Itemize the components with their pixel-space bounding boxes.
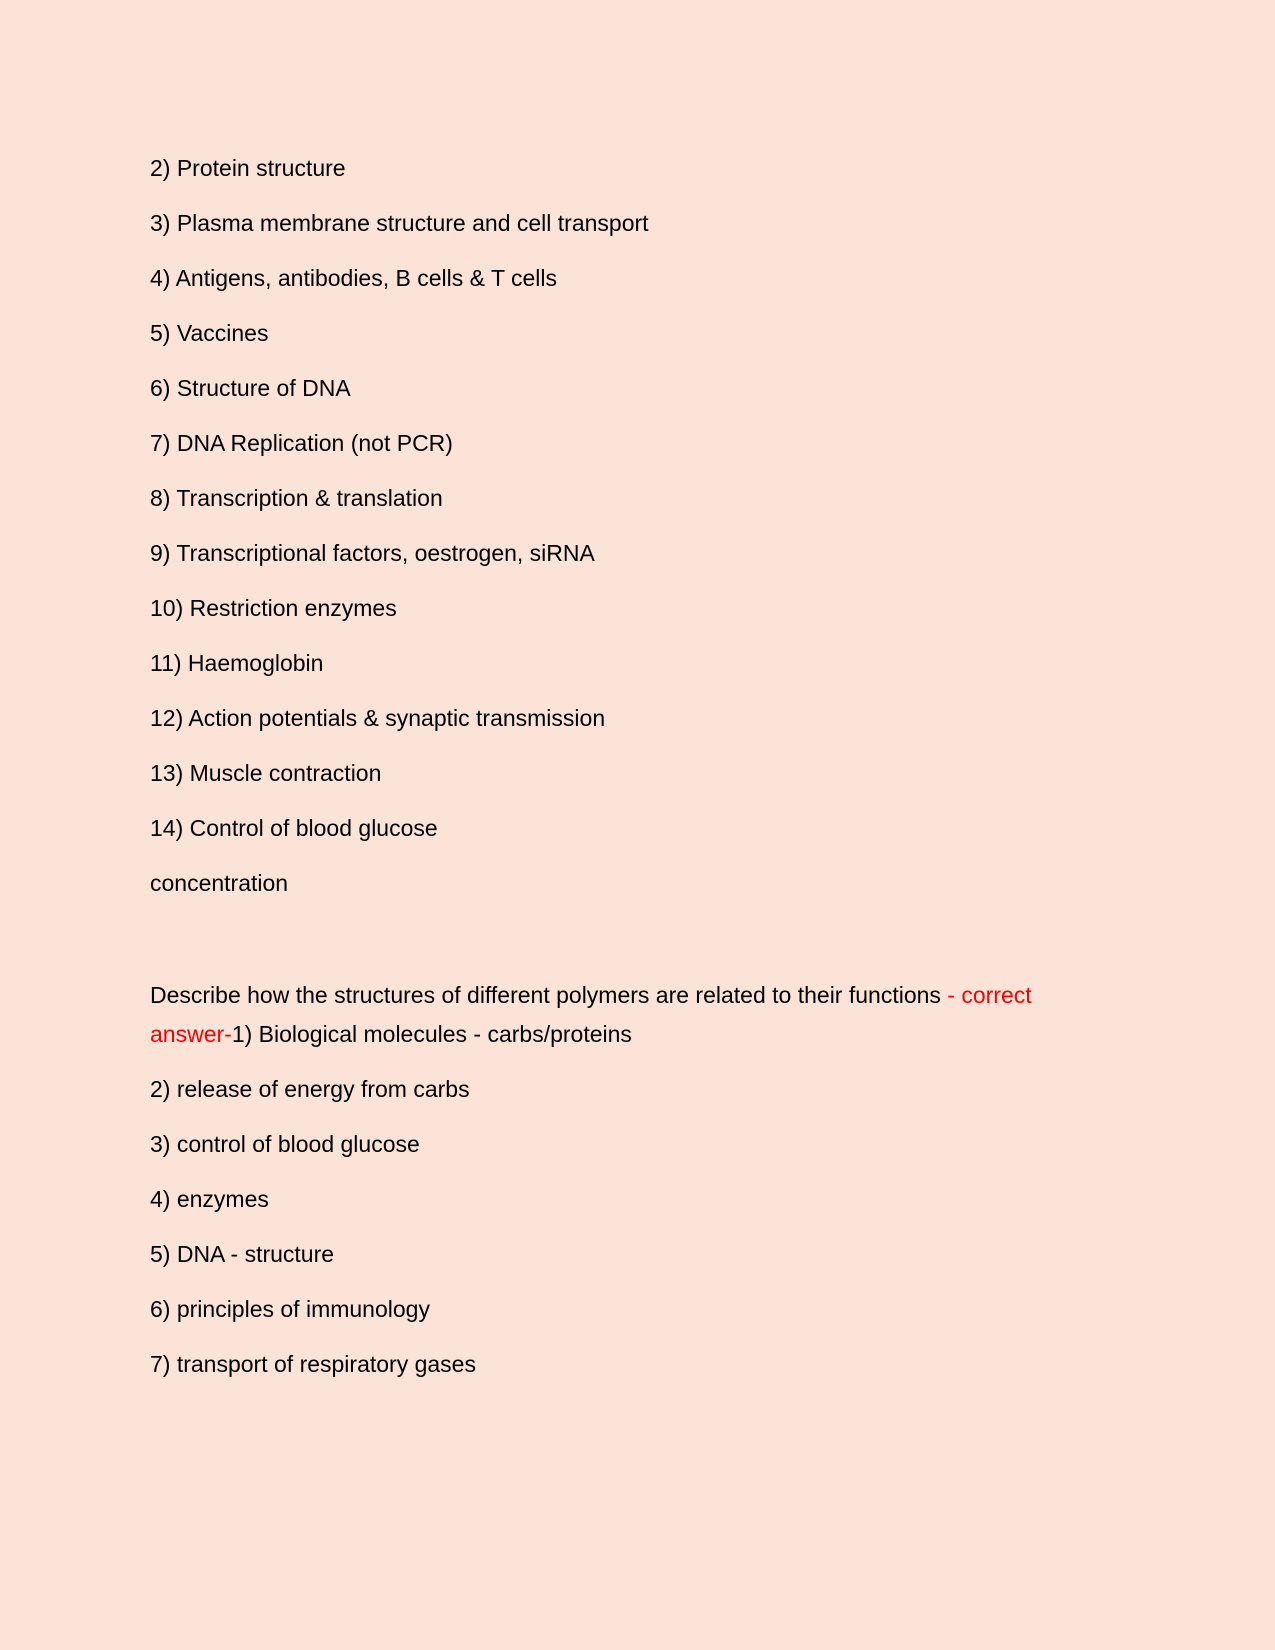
- list-item: 3) Plasma membrane structure and cell transport: [150, 210, 649, 236]
- answer-marker: - correct answer-: [150, 982, 1032, 1047]
- list-item: 2) Protein structure: [150, 155, 346, 181]
- list-item: 5) DNA - structure: [150, 1241, 335, 1267]
- list-item: 7) DNA Replication (not PCR): [150, 430, 453, 456]
- list-item: 3) control of blood glucose: [150, 1131, 420, 1157]
- list-item: 14) Control of blood glucose: [150, 815, 438, 841]
- list-item: 4) Antigens, antibodies, B cells & T cells: [150, 265, 557, 291]
- list-item: concentration: [150, 870, 289, 896]
- list-item: 6) principles of immunology: [150, 1296, 430, 1322]
- topic-list: [150, 141, 1110, 911]
- list-item: 2) release of energy from carbs: [150, 1076, 470, 1102]
- list-item: 6) Structure of DNA: [150, 375, 351, 401]
- first-answer: 1) Biological molecules - carbs/proteins: [231, 1021, 632, 1047]
- list-item: 5) Vaccines: [150, 320, 269, 346]
- list-item: 11) Haemoglobin: [150, 650, 324, 676]
- list-item: 9) Transcriptional factors, oestrogen, siRNA: [150, 540, 595, 566]
- list-item: 13) Muscle contraction: [150, 760, 382, 786]
- list-item: 7) transport of respiratory gases: [150, 1351, 476, 1377]
- list-item: 10) Restriction enzymes: [150, 595, 397, 621]
- list-item: 4) enzymes: [150, 1186, 269, 1212]
- list-item: 12) Action potentials & synaptic transmission: [150, 705, 606, 731]
- answer-list: [150, 1062, 1110, 1392]
- question-text: Describe how the structures of different polymers are related to their functions: [150, 982, 948, 1008]
- question-paragraph: [150, 976, 1110, 1054]
- list-item: 8) Transcription & translation: [150, 485, 443, 511]
